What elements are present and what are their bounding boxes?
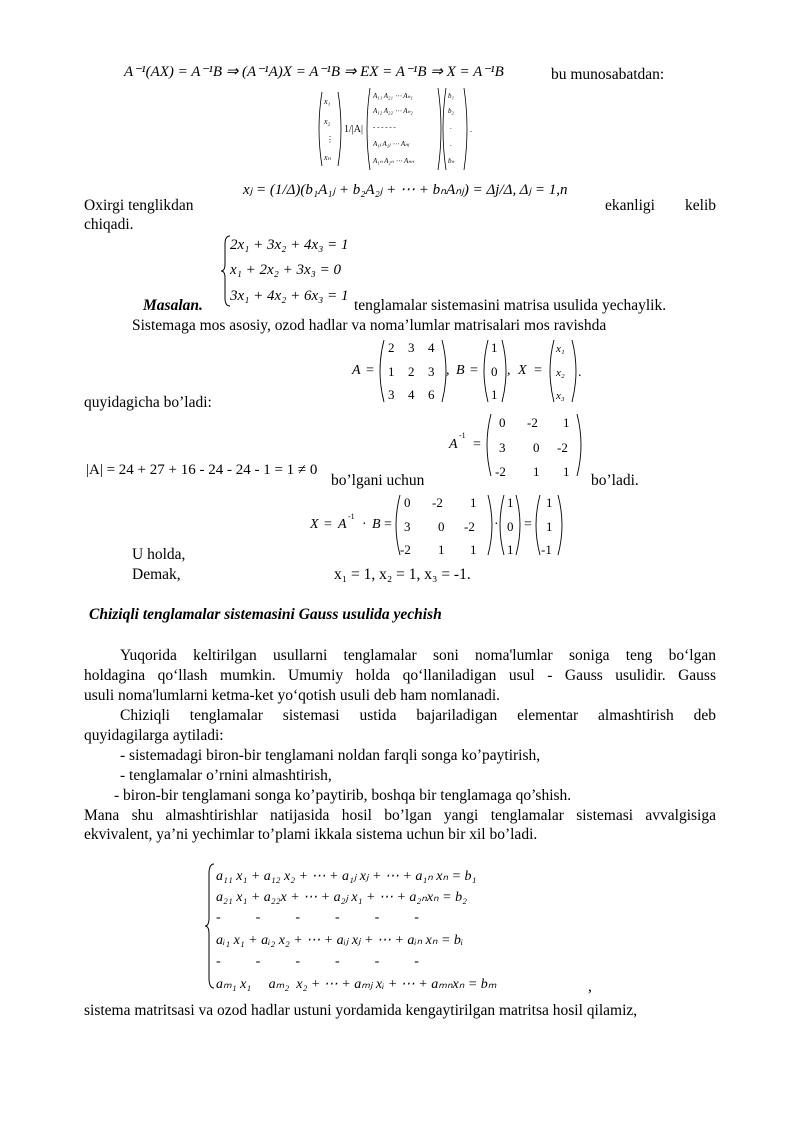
demak-text: Demak, [132,566,181,583]
svg-text:X: X [310,517,319,532]
svg-text:=: = [473,437,481,452]
example-equation: 3x₁ + 4x₂ + 6x₃ = 1 [230,288,349,304]
paragraph-line: ekvivalent, ya’ni yechimlar to’plami ikkala sistema uchun bir xil bo’ladi. [84,826,538,843]
svg-text:A: A [338,517,347,532]
system-tail: , [588,978,592,995]
result-cell: 1 [546,519,553,534]
inverse-cell: 0 [404,495,411,510]
cramer-lead: Oxirgi tenglikdan [84,197,194,214]
vector-b-cell: 1 [491,387,498,402]
vector-b-cell: 1 [507,542,514,557]
svg-text:A: A [352,363,361,378]
example-equation: 2x₁ + 3x₂ + 4x₃ = 1 [230,237,349,253]
top-formula: A⁻¹(AX) = A⁻¹B ⇒ (A⁻¹A)X = A⁻¹B ⇒ EX = A⁻¹B ⇒ X = A⁻¹B [124,64,504,80]
svg-text:-1: -1 [459,431,466,440]
paragraph-line: Mana shu almashtirishlar natijasida hosil bo’lgan yangi tenglamalar sistemasi avvalgisiga [84,807,716,824]
matrices-abx [350,336,620,406]
b-vector-entry: b₂ [448,107,454,115]
vector-b-cell: 0 [491,364,498,379]
adj-row: A₁₂ A₂₂ ⋯ Aₙ₂ [373,107,413,115]
system-row: - - - - - - [216,910,419,925]
boladi-text: bo’ladi. [591,472,639,489]
svg-text:=: = [366,363,374,378]
inverse-cell: -2 [527,415,538,430]
svg-text:,: , [446,363,450,378]
quyidagicha-text: quyidagicha bo’ladi: [84,394,212,411]
inverse-cell: 1 [470,542,477,557]
svg-text:=: = [470,363,478,378]
svg-text:=: = [534,363,542,378]
system-row: aₘ₁ x₁ aₘ₂ x₂ + ⋯ + aₘⱼ xᵢ + ⋯ + aₘₙxₙ = bₘ [216,977,497,992]
inverse-cell: 0 [533,440,540,455]
paragraph-line: quyidagilarga aytiladi: [84,727,224,744]
svg-text:A: A [449,437,458,452]
inverse-cell: -2 [495,464,506,479]
paragraph-line: holdagina qo‘llash mumkin. Umumiy holda qo‘llaniladigan usul - Gauss usulidir. Gauss [84,667,716,684]
svg-text:.: . [578,365,582,380]
bullet-item: - sistemadagi biron-bir tenglamani noldan farqli songa ko’paytirish, [120,747,541,764]
svg-text:=: = [524,517,532,532]
matrix-a-cell: 2 [388,340,395,355]
result-cell: 1 [546,495,553,510]
system-row: aᵢ₁ x₁ + aᵢ₂ x₂ + ⋯ + aᵢⱼ xⱼ + ⋯ + aᵢₙ xₙ = bᵢ [216,933,464,948]
inverse-cell: 1 [438,542,445,557]
x-vector-entry: xₙ [324,153,331,162]
svg-text:B: B [372,517,381,532]
system-row: a₂₁ x₁ + a₂₂x + ⋯ + a₂ⱼ x₁ + ⋯ + a₂ₙxₙ = b₂ [216,890,467,905]
svg-text:·: · [494,517,499,532]
system-row: - - - - - - [216,954,419,969]
inverse-matrix [447,410,587,480]
bolgani-text: bo’lgani uchun [331,472,425,489]
u-holda-text: U holda, [132,546,186,563]
fraction-formula: 1/|A| [344,124,364,135]
paragraph-line: usuli noma'lumlarni ketma-ket yo‘qotish usuli deb ham nomlanadi. [84,687,501,704]
vector-x-cell: x₃ [556,390,565,402]
b-vector-entry: . [450,123,452,131]
matrix-a-cell: 2 [408,364,415,379]
vector-b-cell: 0 [507,519,514,534]
matrix-a-cell: 3 [408,340,415,355]
svg-text:X: X [518,363,527,378]
paragraph-line: Chiziqli tenglamalar sistemasi ustida bajariladigan elementar almashtirish deb [120,707,716,724]
cramer-trail: ekanligi kelib [605,197,716,214]
adj-row: A₁ⱼ A₂ⱼ ⋯ Aₙⱼ [373,140,410,148]
svg-text:-1: -1 [348,512,355,521]
matrix-a-cell: 4 [428,340,435,355]
svg-text:·: · [362,517,367,532]
inverse-cell: 0 [499,415,506,430]
solution-text: x₁ = 1, x₂ = 1, x₃ = -1. [334,566,471,583]
adj-row: - - - - - - [373,123,396,131]
system-row: a₁₁ x₁ + a₁₂ x₂ + ⋯ + a₁ⱼ xⱼ + ⋯ + a₁ₙ xₙ = b₁ [216,869,477,884]
inverse-cell: 3 [404,519,411,534]
svg-text:B: B [456,363,465,378]
inverse-cell: 3 [499,440,506,455]
inverse-cell: -2 [400,542,411,557]
result-cell: -1 [541,542,552,557]
determinant-formula: |A| = 24 + 27 + 16 - 24 - 24 - 1 = 1 ≠ 0 [86,462,318,478]
example-label: Masalan. [143,297,203,314]
final-line: sistema matritsasi va ozod hadlar ustuni yordamida kengaytirilgan matritsa hosil qilamiz, [84,1002,638,1019]
inverse-cell: -2 [464,519,475,534]
vector-x-cell: x₁ [556,343,565,355]
matrix-a-cell: 3 [428,364,435,379]
example-equation: x₁ + 2x₂ + 3x₃ = 0 [230,262,341,278]
bullet-item: - biron-bir tenglamani songa ko’paytirib, boshqa bir tenglamaga qo’shish. [114,787,572,804]
x-vector-entry: x₂ [324,117,331,126]
vector-b-cell: 1 [507,495,514,510]
b-vector-entry: . [450,140,452,148]
matrix-a-cell: 4 [408,387,415,402]
adj-row: A₁ₙ A₂ₙ ⋯ Aₙₙ [373,157,414,165]
inverse-cell: -2 [557,440,568,455]
general-system-brace [204,862,216,990]
example-after: tenglamalar sistemasini matrisa usulida yechaylik. [354,297,667,314]
inverse-cell: 0 [438,519,445,534]
adj-row: A₁₁ A₂₁ ⋯ Aₙ₁ [373,92,413,100]
vector-b-cell: 1 [491,340,498,355]
svg-text:,: , [507,363,511,378]
product-formula [308,492,568,558]
svg-text:=: = [384,517,392,532]
svg-text:=: = [324,517,332,532]
svg-text:.: . [470,125,472,134]
example-line2: Sistemaga mos asosiy, ozod hadlar va noma’lumlar matrisalari mos ravishda [132,317,607,334]
inverse-cell: 1 [470,495,477,510]
inverse-matrix-formula [310,86,490,172]
section-heading: Chiziqli tenglamalar sistemasini Gauss usulida yechish [89,606,442,623]
inverse-cell: 1 [563,464,570,479]
matrix-a-cell: 6 [428,387,435,402]
b-vector-entry: bₙ [448,157,455,165]
matrix-a-cell: 1 [388,364,395,379]
inverse-cell: 1 [533,464,540,479]
x-vector-entry: x₁ [324,97,331,106]
vector-x-cell: x₂ [556,367,565,379]
matrix-a-cell: 3 [388,387,395,402]
x-vector-entry: ⋮ [326,135,334,144]
paragraph-line: Yuqorida keltirilgan usullarni tenglamalar soni noma'lumlar soniga teng bo‘lgan [120,647,716,664]
inverse-cell: 1 [563,415,570,430]
b-vector-entry: b₁ [448,92,454,100]
cramer-formula: xⱼ = (1/Δ)(b₁A₁ⱼ + b₂A₂ⱼ + ⋯ + bₙAₙⱼ) = Δj/Δ, Δⱼ = 1,n [243,182,568,198]
cramer-continuation: chiqadi. [84,216,134,233]
inverse-cell: -2 [432,495,443,510]
bullet-item: - tenglamalar o’rnini almashtirish, [120,767,332,784]
top-formula-tail: bu munosabatdan: [551,66,665,83]
